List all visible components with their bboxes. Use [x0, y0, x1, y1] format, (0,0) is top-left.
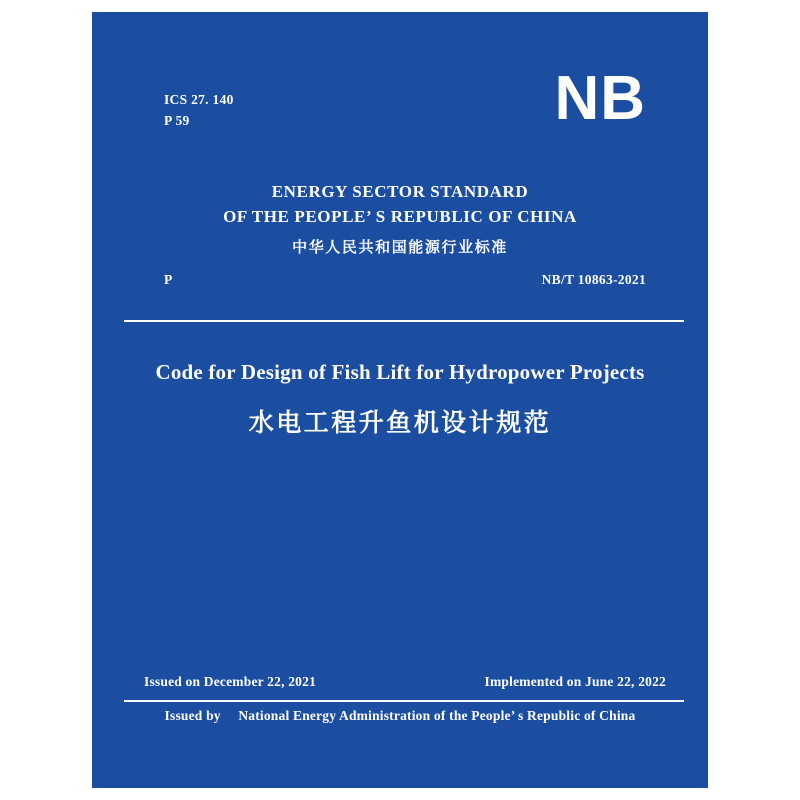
divider-bottom [124, 700, 684, 702]
issuer-name: National Energy Administration of the People’ s Republic of China [238, 708, 636, 723]
title-english: Code for Design of Fish Lift for Hydropower Projects [155, 360, 645, 384]
organization-line-2: OF THE PEOPLE’ S REPUBLIC OF CHINA [223, 206, 577, 226]
divider-top [124, 320, 684, 322]
implementation-date: Implemented on June 22, 2022 [484, 674, 666, 689]
issuer-label: Issued by [164, 708, 221, 723]
issuer-line [92, 708, 708, 724]
organization-line-1: ENERGY SECTOR STANDARD [271, 182, 529, 201]
nb-logo: NB [554, 64, 646, 133]
class-code: P 59 [164, 112, 190, 128]
classification-codes [164, 90, 234, 132]
standard-number: NB/T 10863-2021 [541, 272, 646, 287]
standard-category: P [164, 272, 173, 287]
date-row [144, 674, 666, 690]
title-chinese: 水电工程升鱼机设计规范 [248, 408, 552, 437]
standard-identifier-row [164, 272, 646, 288]
issuing-organization [92, 180, 708, 257]
ics-code: ICS 27. 140 [164, 92, 234, 107]
standard-cover [92, 12, 708, 788]
issue-date: Issued on December 22, 2021 [144, 674, 317, 689]
title-block [92, 360, 708, 439]
organization-chinese: 中华人民共和国能源行业标准 [292, 238, 508, 257]
